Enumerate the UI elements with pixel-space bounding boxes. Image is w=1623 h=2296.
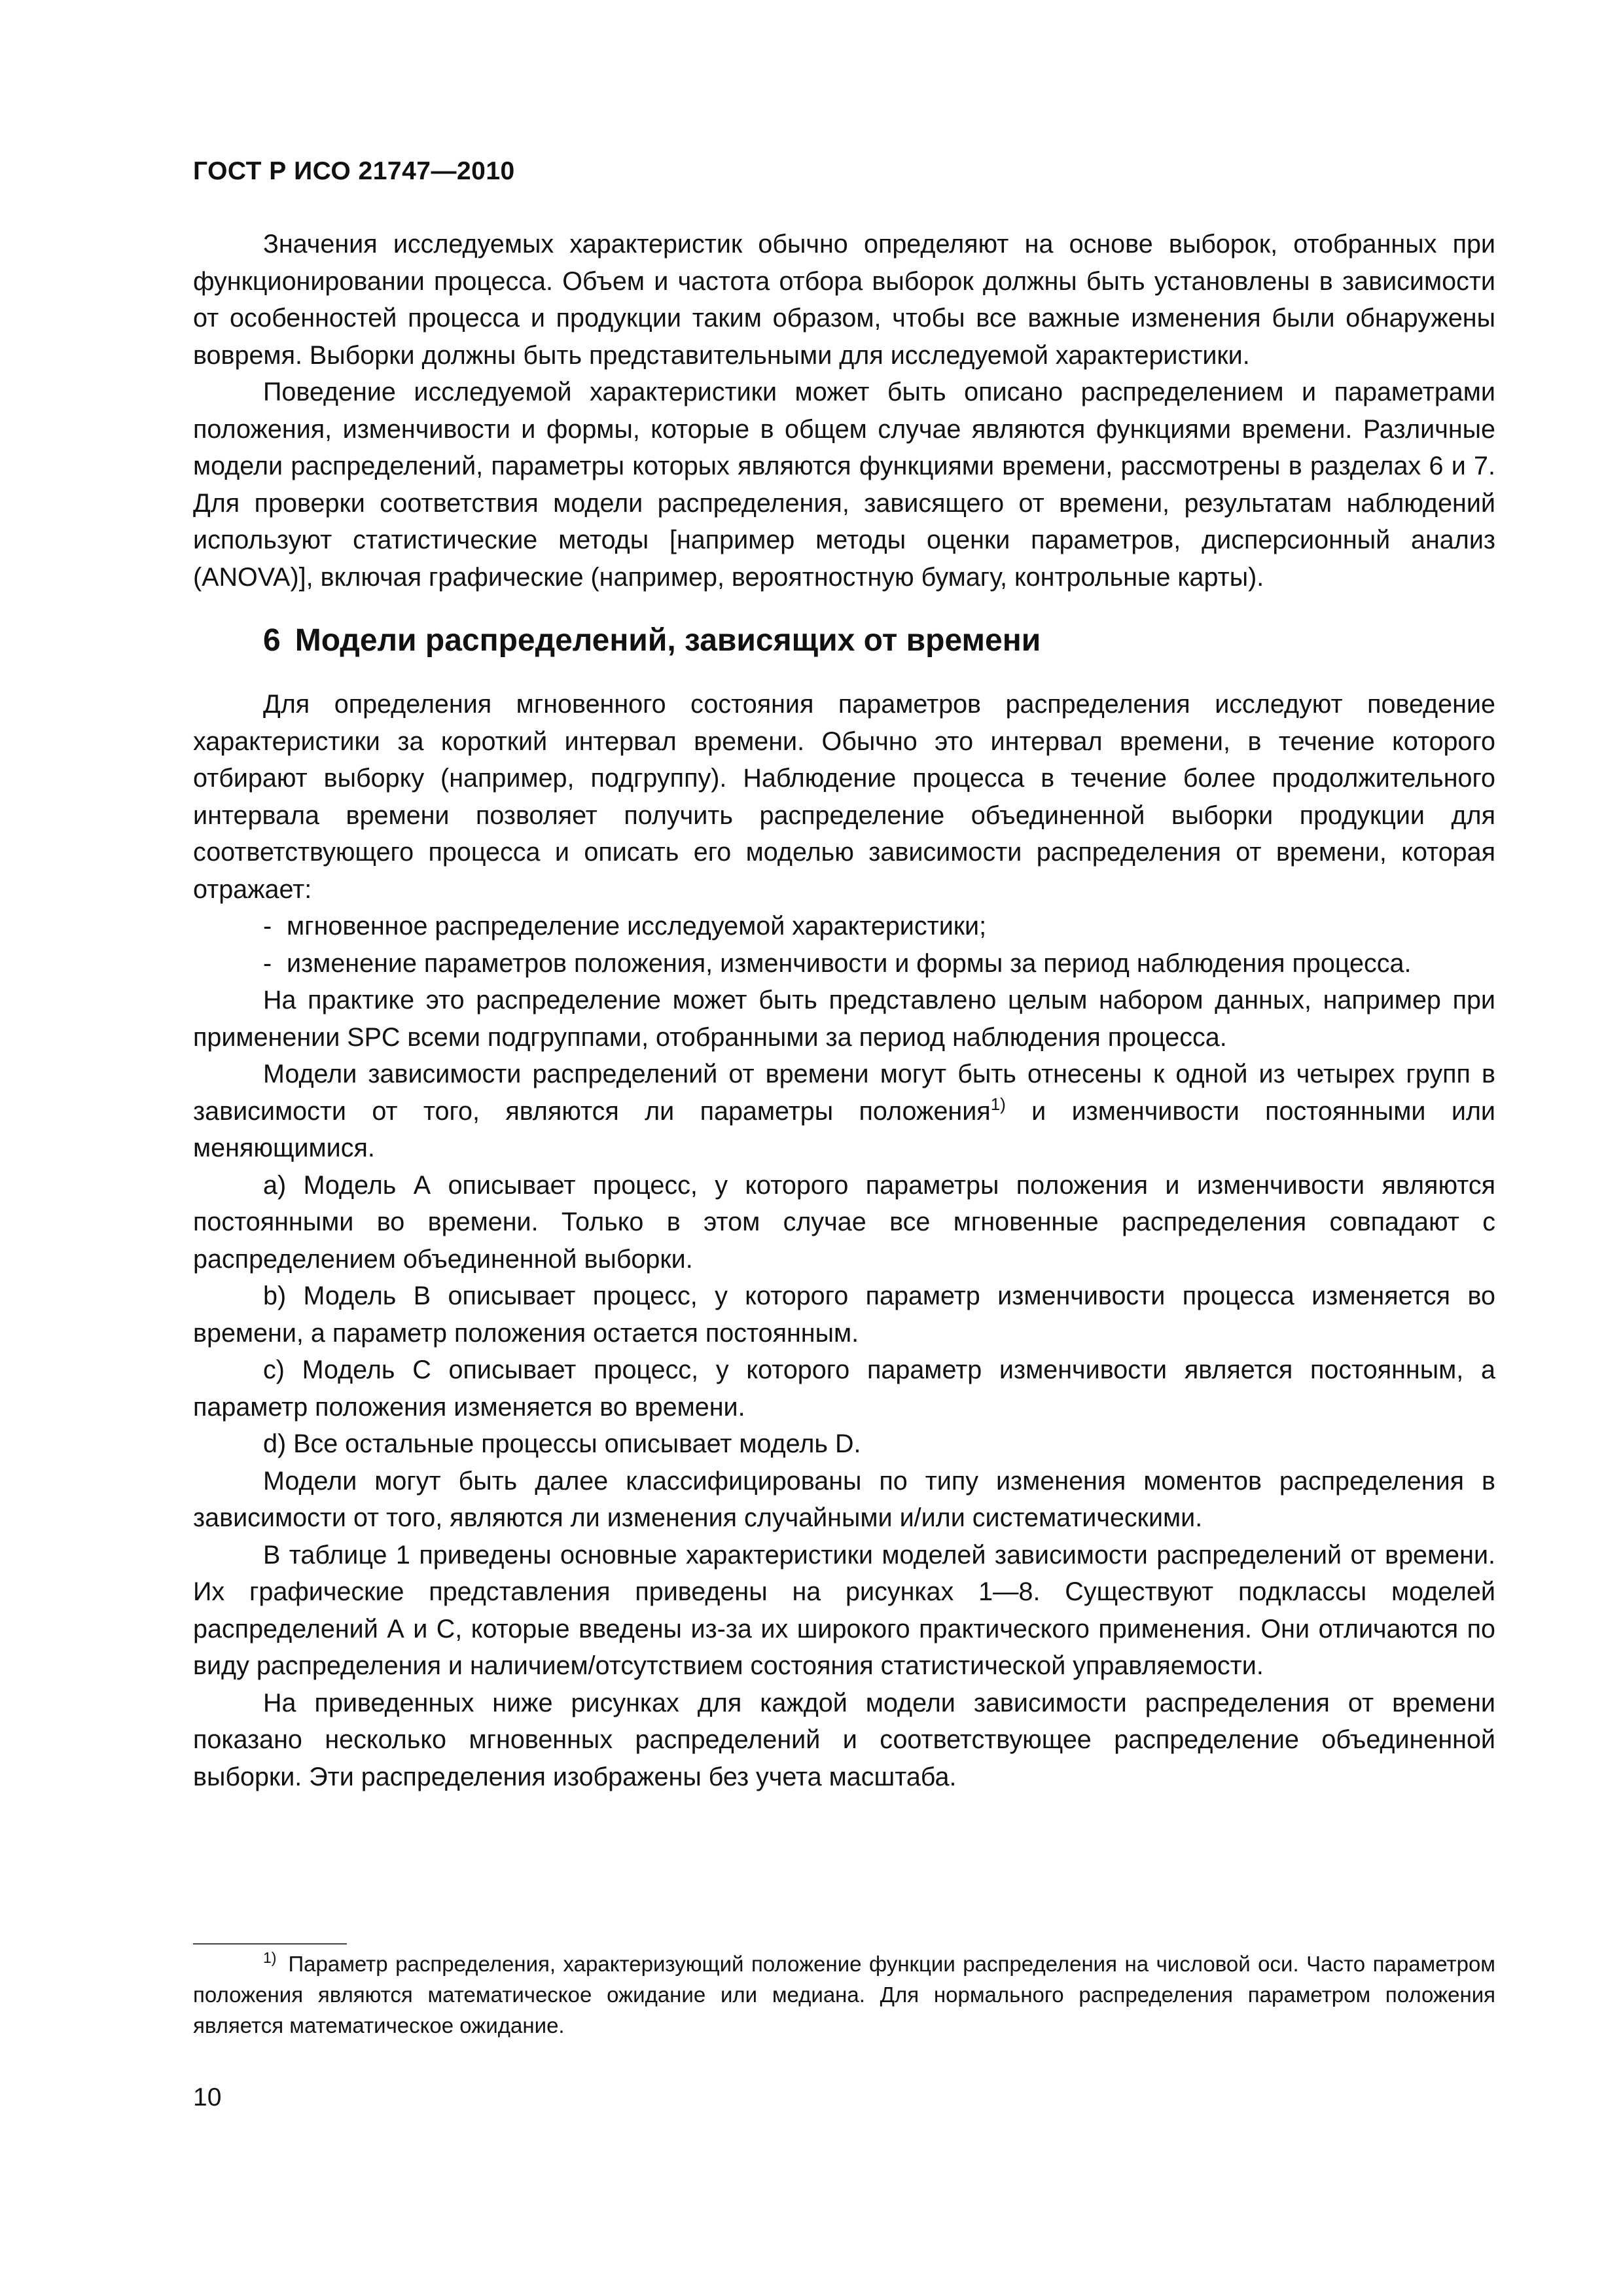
model-item-a: а) Модель А описывает процесс, у которого параметры положения и изменчивости являются постоянными во времени. Только в этом случае все мгновенные распределения совпадают с распределением объединенной выборки. [193, 1170, 1495, 1274]
model-item-d: d) Все остальные процессы описывает модель D. [263, 1429, 861, 1458]
intro-paragraph-1: Значения исследуемых характеристик обычно определяют на основе выборок, отобранных при функционировании процесса. Объем и частота отбора выборок должны быть установлены в зависимости от особенностей процесса и продукции таким образом, чтобы все важные изменения были обнаружены вовремя. Выборки должны быть представительными для исследуемой характеристики. [193, 230, 1495, 370]
page-number: 10 [193, 2083, 222, 2111]
closing-paragraph-1: Модели могут быть далее классифицированы по типу изменения моментов распределения в зависимости от того, являются ли изменения случайными и/или систематическими. [193, 1466, 1495, 1532]
list-item-text: мгновенное распределение исследуемой характеристики; [287, 912, 987, 941]
document-body [193, 226, 1495, 1795]
document-header: ГОСТ Р ИСО 21747—2010 [193, 157, 515, 185]
section-paragraph-1: Для определения мгновенного состояния параметров распределения исследуют поведение характеристики за короткий интервал времени. Обычно это интервал времени, в течение которого отбирают выборку (например, подгруппу). Наблюдение процесса в течение более продолжительного интервала времени позволяет получить распределение объединенной выборки продукции для соответствующего процесса и описать его моделью зависимости распределения от времени, которая отражает: [193, 690, 1495, 904]
document-page [193, 157, 1495, 2251]
section-title: Модели распределений, зависящих от времени [294, 623, 1041, 658]
list-dash: - [263, 948, 272, 978]
list-item-text: изменение параметров положения, изменчивости и формы за период наблюдения процесса. [287, 948, 1412, 978]
list-item [193, 908, 1495, 945]
footnote [193, 1948, 1495, 2041]
section-paragraph-2: На практике это распределение может быть представлено целым набором данных, например при применении SPC всеми подгруппами, отобранными за период наблюдения процесса. [193, 986, 1495, 1052]
footnote-text: Параметр распределения, характеризующий положение функции распределения на числовой оси. Часто параметром положения являются математическое ожидание или медиана. Для нормального распределения параметром положения является математическое ожидание. [193, 1952, 1495, 2037]
model-item-b: b) Модель В описывает процесс, у которого параметр изменчивости процесса изменяется во времени, а параметр положения остается постоянным. [193, 1282, 1495, 1348]
paragraph-text: и изменчивости постоянными или меняющимися. [193, 1096, 1495, 1162]
footnote-paragraph [193, 1948, 1495, 2041]
footnote-marker: 1) [263, 1949, 277, 1966]
footnote-reference[interactable]: 1) [990, 1094, 1006, 1114]
section-heading [193, 620, 1495, 662]
closing-paragraph-3: На приведенных ниже рисунках для каждой модели зависимости распределения от времени показано несколько мгновенных распределений и соответствующее распределение объединенной выборки. Эти распределения изображены без учета масштаба. [193, 1688, 1495, 1791]
section-number: 6 [263, 623, 281, 658]
intro-paragraph-2: Поведение исследуемой характеристики может быть описано распределением и параметрами положения, изменчивости и формы, которые в общем случае являются функциями времени. Различные модели распределений, параметры которых являются функциями времени, рассмотрены в разделах 6 и 7. Для проверки соответствия модели распределения, зависящего от времени, результатам наблюдений используют статистические методы [например методы оценки параметров, дисперсионный анализ (ANOVA)], включая графические (например, вероятностную бумагу, контрольные карты). [193, 378, 1495, 592]
list-item [193, 945, 1495, 982]
section-paragraph-3 [193, 1056, 1495, 1167]
footnote-divider [193, 1943, 347, 1945]
paragraph-text: Модели зависимости распределений от времени могут быть отнесены к одной из четырех групп в зависимости от того, являются ли параметры положения [193, 1060, 1495, 1126]
list-dash: - [263, 912, 272, 941]
closing-paragraph-2: В таблице 1 приведены основные характеристики моделей зависимости распределений от времени. Их графические представления приведены на рисунках 1—8. Существуют подклассы моделей распределений А и С, которые введены из-за их широкого практического применения. Они отличаются по виду распределения и наличием/отсутствием состояния статистической управляемости. [193, 1540, 1495, 1680]
model-item-c: c) Модель С описывает процесс, у которого параметр изменчивости является постоянным, а параметр положения изменяется во времени. [193, 1355, 1495, 1422]
